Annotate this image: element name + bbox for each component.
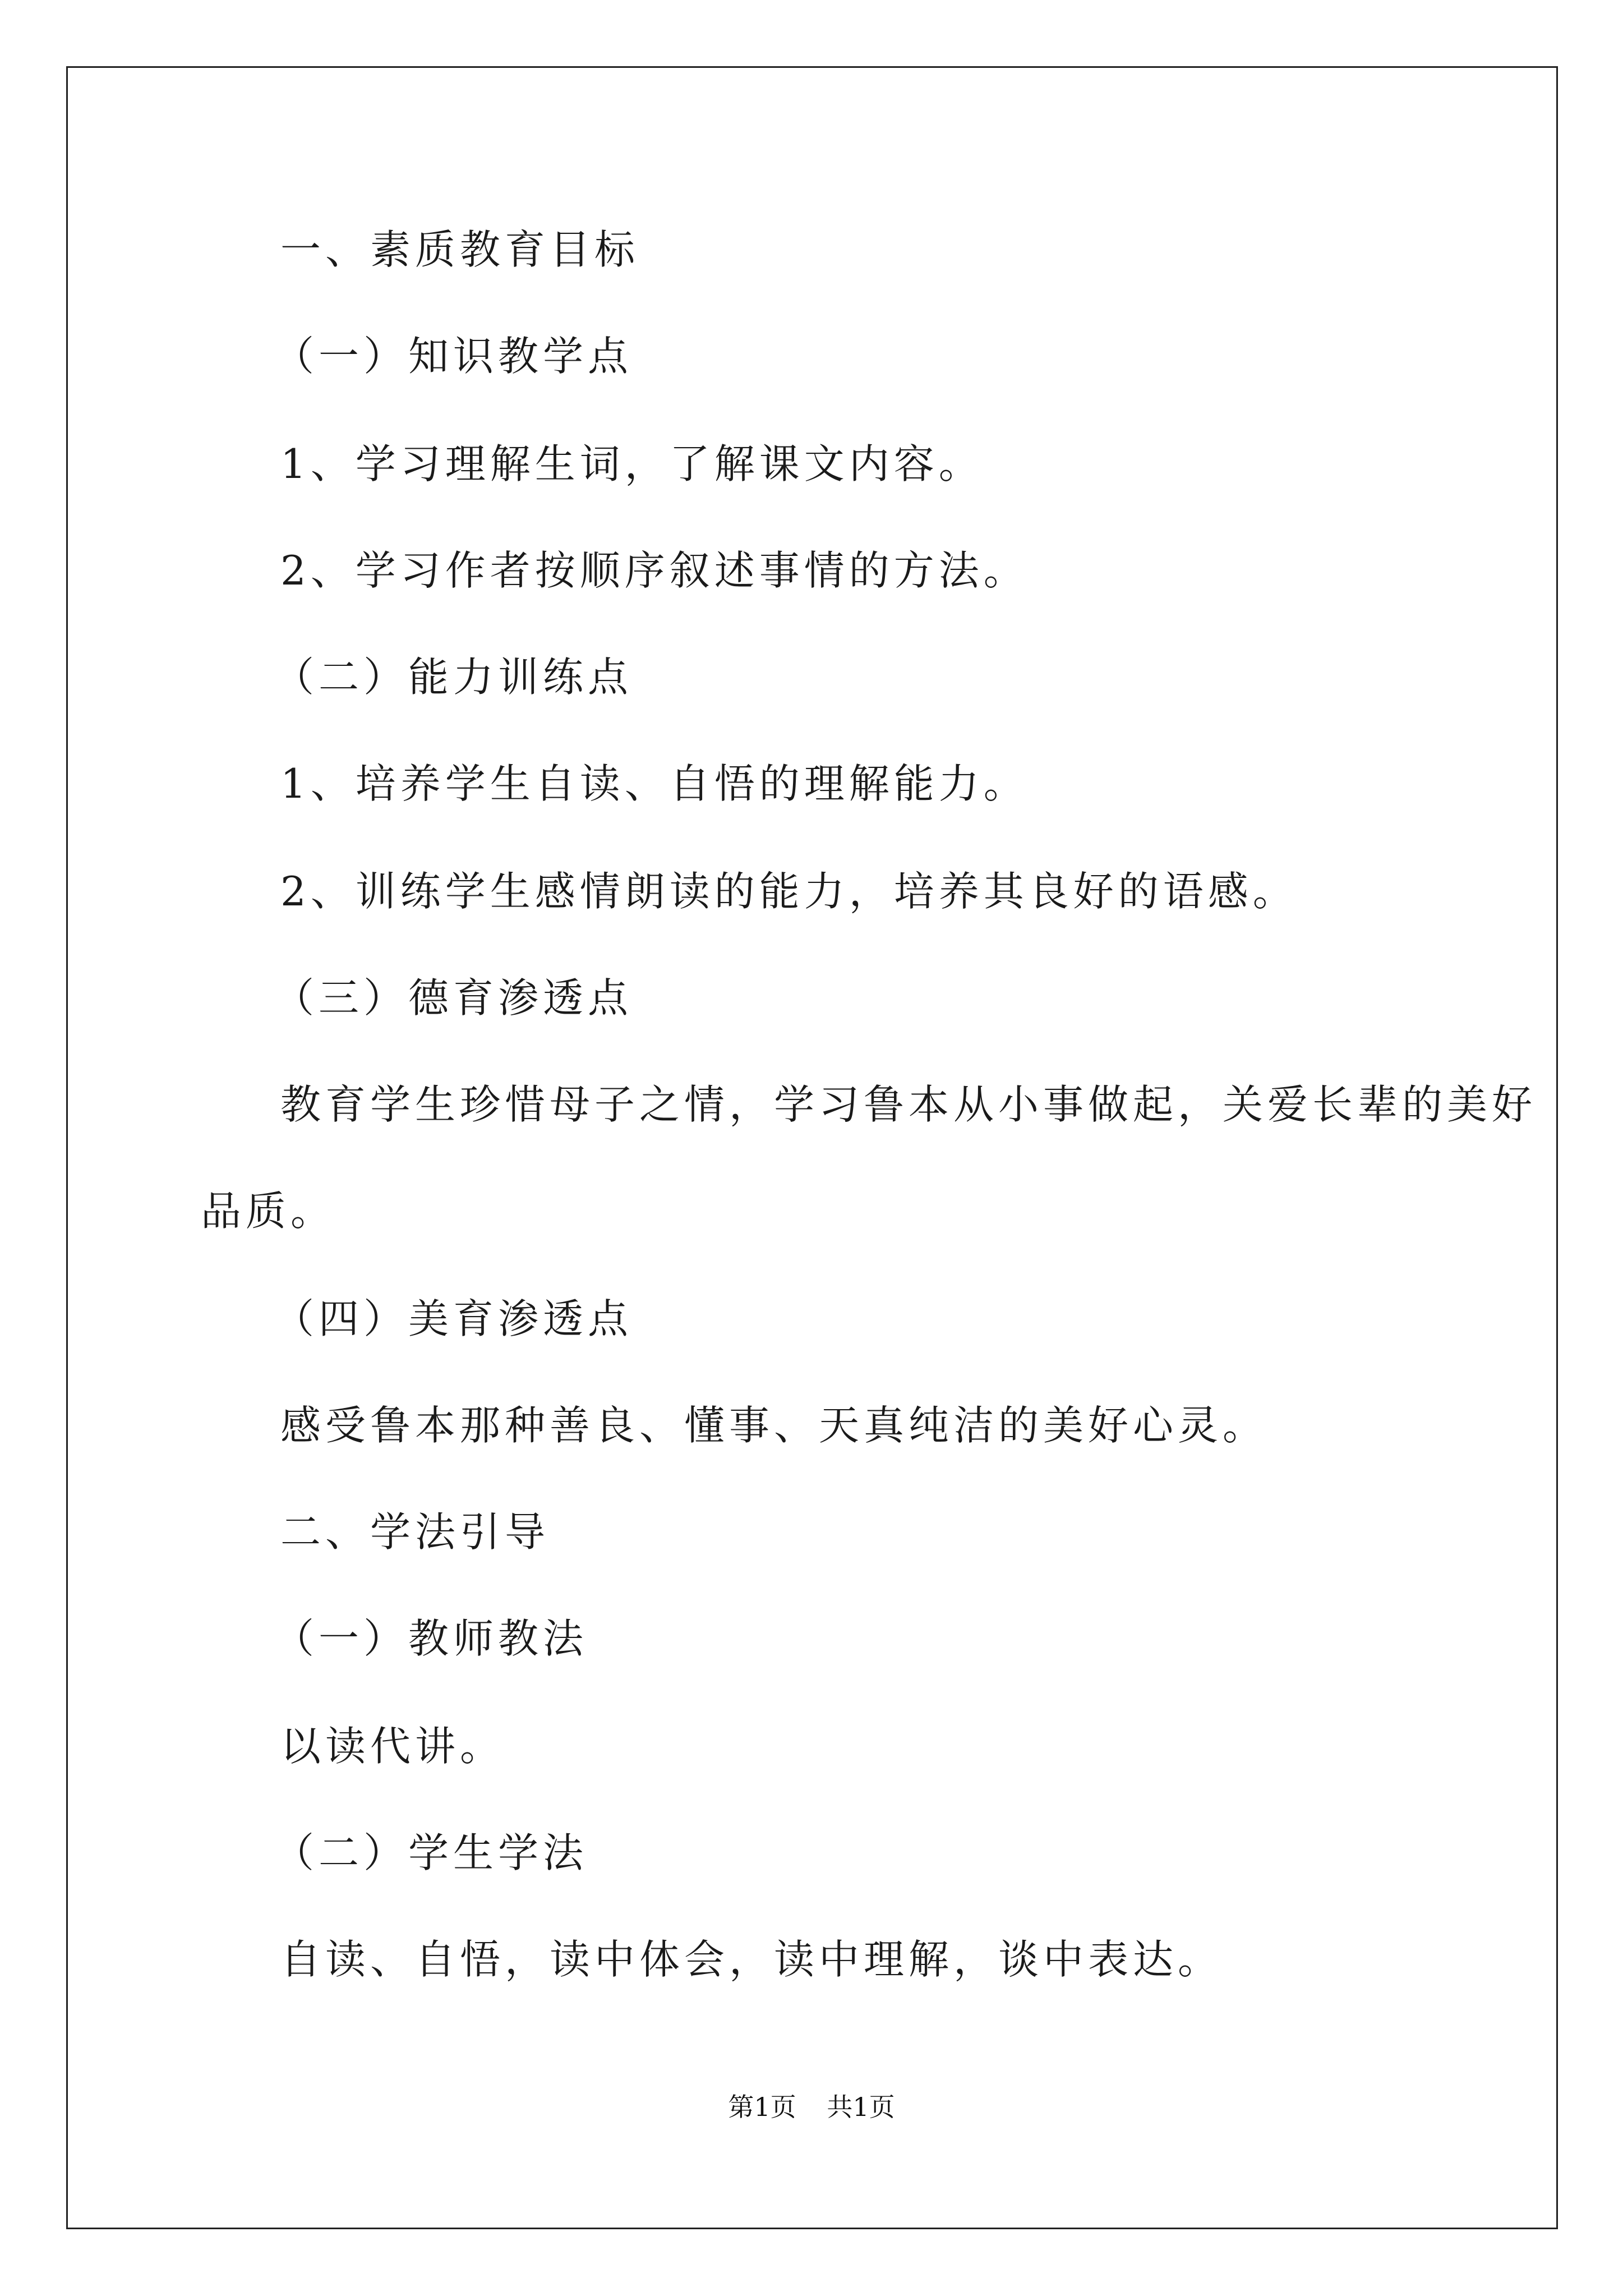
subsection-heading: （四）美育渗透点 bbox=[274, 1295, 633, 1342]
subsection-heading: （二）学生学法 bbox=[274, 1829, 588, 1876]
page-number: 第1页 bbox=[728, 2092, 796, 2122]
subsection-heading: （一）教师教法 bbox=[274, 1615, 588, 1662]
paragraph: 教育学生珍惜母子之情，学习鲁本从小事做起，关爱长辈的美好 bbox=[280, 1081, 1537, 1128]
paragraph: 1、培养学生自读、自悟的理解能力。 bbox=[280, 760, 1029, 807]
paragraph: 自读、自悟，读中体会，读中理解，谈中表达。 bbox=[280, 1936, 1223, 1983]
paragraph: 感受鲁本那种善良、懂事、天真纯洁的美好心灵。 bbox=[280, 1402, 1268, 1449]
paragraph: 1、学习理解生词，了解课文内容。 bbox=[280, 440, 984, 487]
subsection-heading: （三）德育渗透点 bbox=[274, 974, 633, 1022]
subsection-heading: （二）能力训练点 bbox=[274, 654, 633, 701]
paragraph: 2、训练学生感情朗读的能力，培养其良好的语感。 bbox=[280, 868, 1298, 915]
paragraph: 2、学习作者按顺序叙述事情的方法。 bbox=[280, 547, 1029, 594]
page-footer bbox=[0, 2090, 1623, 2124]
page-border bbox=[66, 66, 1558, 2229]
paragraph-continuation: 品质。 bbox=[201, 1188, 336, 1235]
subsection-heading: （一）知识教学点 bbox=[274, 333, 633, 380]
section-heading: 一、素质教育目标 bbox=[280, 226, 640, 273]
page-total: 共1页 bbox=[827, 2092, 895, 2122]
section-heading: 二、学法引导 bbox=[280, 1508, 550, 1556]
paragraph: 以读代讲。 bbox=[280, 1723, 505, 1770]
